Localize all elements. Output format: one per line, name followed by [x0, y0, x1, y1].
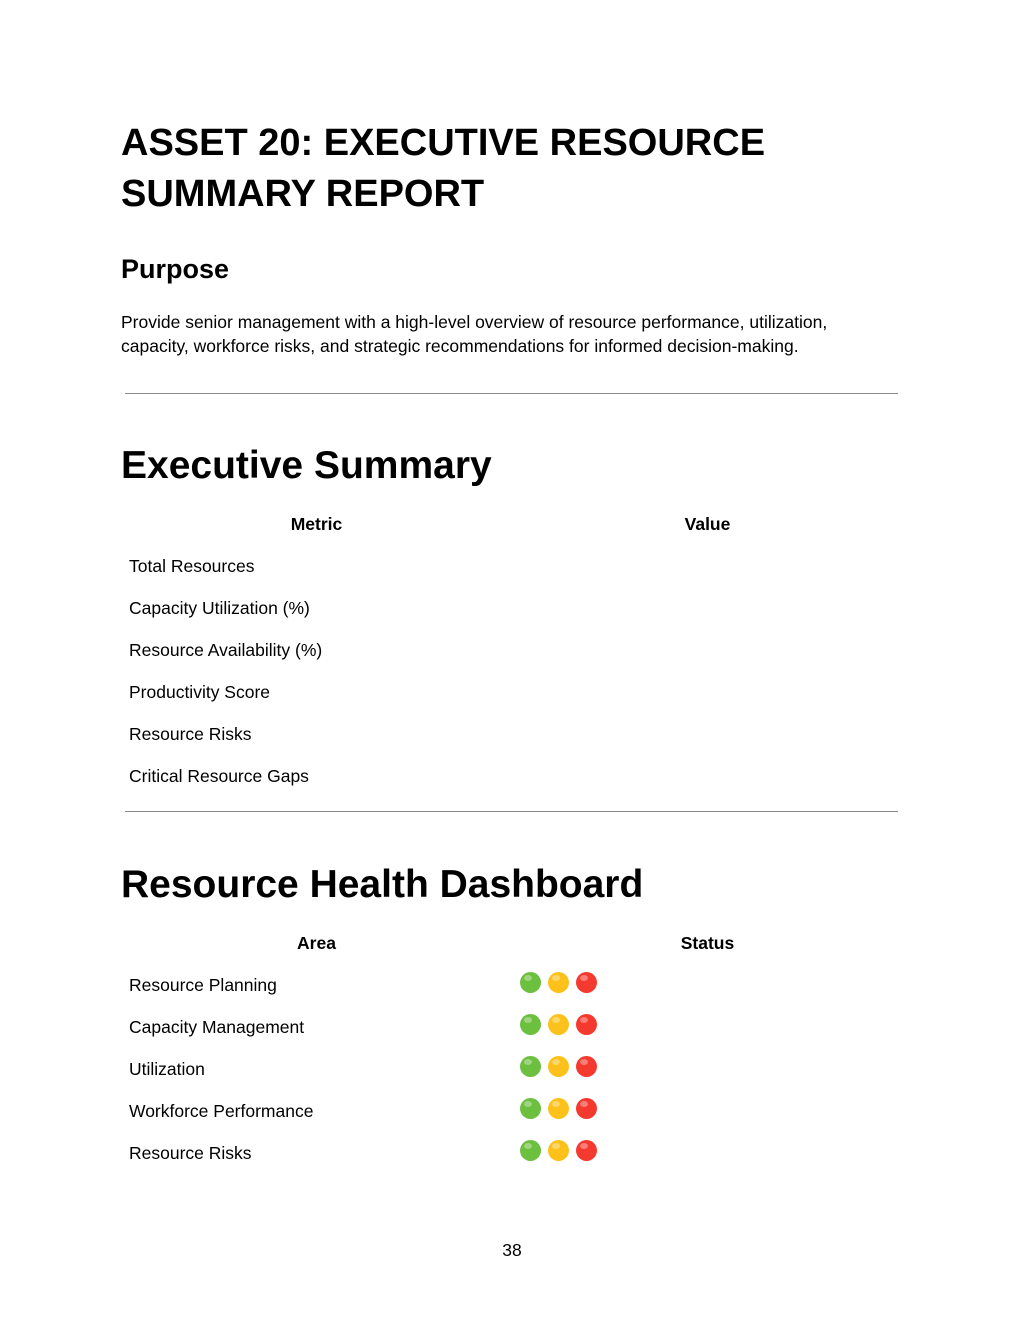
metric-cell: Capacity Utilization (%) [129, 597, 310, 618]
metric-cell: Productivity Score [129, 681, 271, 702]
table-row [121, 1090, 903, 1132]
status-cell [512, 1132, 903, 1174]
area-cell: Resource Planning [129, 974, 277, 995]
yellow-circle-icon [548, 972, 569, 993]
area-cell: Capacity Management [129, 1016, 305, 1037]
value-cell [512, 671, 903, 713]
table-row [121, 1048, 903, 1090]
executive-summary-heading: Executive Summary [121, 444, 492, 487]
area-cell: Utilization [129, 1058, 205, 1079]
status-indicators [520, 972, 597, 993]
metric-cell: Resource Risks [129, 723, 252, 744]
purpose-heading: Purpose [121, 254, 230, 284]
metric-cell: Total Resources [129, 555, 255, 576]
table-row [121, 671, 903, 713]
status-indicators [520, 1056, 597, 1077]
resource-health-dashboard-heading: Resource Health Dashboard [121, 863, 644, 906]
status-cell [512, 1048, 903, 1090]
metric-cell: Critical Resource Gaps [129, 765, 309, 786]
red-circle-icon [576, 972, 597, 993]
value-cell [512, 713, 903, 755]
red-circle-icon [576, 1056, 597, 1077]
table-header-row [121, 922, 903, 964]
red-circle-icon [576, 1098, 597, 1119]
yellow-circle-icon [548, 1098, 569, 1119]
divider [125, 393, 898, 394]
status-cell [512, 1090, 903, 1132]
area-cell: Resource Risks [129, 1142, 252, 1163]
green-circle-icon [520, 1014, 541, 1035]
table-row [121, 964, 903, 1006]
yellow-circle-icon [548, 1056, 569, 1077]
executive-summary-table [121, 503, 903, 797]
table-row [121, 1006, 903, 1048]
status-indicators [520, 1098, 597, 1119]
red-circle-icon [576, 1140, 597, 1161]
column-header-value: Value [684, 513, 731, 534]
table-row [121, 629, 903, 671]
status-indicators [520, 1140, 597, 1161]
column-header-area: Area [297, 932, 336, 953]
green-circle-icon [520, 972, 541, 993]
document-title: ASSET 20: EXECUTIVE RESOURCE SUMMARY REPORT [121, 122, 766, 215]
table-row [121, 713, 903, 755]
table-row [121, 755, 903, 797]
value-cell [512, 587, 903, 629]
divider [125, 811, 898, 812]
metric-cell: Resource Availability (%) [129, 639, 323, 660]
table-row [121, 545, 903, 587]
status-cell [512, 1006, 903, 1048]
yellow-circle-icon [548, 1014, 569, 1035]
purpose-text: Provide senior management with a high-level overview of resource performance, utilization, capacity, workforce risks, and strategic recommendations for informed decision-making. [121, 312, 828, 356]
area-cell: Workforce Performance [129, 1100, 314, 1121]
page-number: 38 [502, 1240, 522, 1260]
resource-health-table [121, 922, 903, 1174]
table-header-row [121, 503, 903, 545]
green-circle-icon [520, 1098, 541, 1119]
status-indicators [520, 1014, 597, 1035]
value-cell [512, 629, 903, 671]
table-row [121, 1132, 903, 1174]
table-row [121, 587, 903, 629]
column-header-status: Status [680, 932, 735, 953]
column-header-metric: Metric [290, 513, 343, 534]
value-cell [512, 755, 903, 797]
status-cell [512, 964, 903, 1006]
green-circle-icon [520, 1140, 541, 1161]
yellow-circle-icon [548, 1140, 569, 1161]
green-circle-icon [520, 1056, 541, 1077]
value-cell [512, 545, 903, 587]
red-circle-icon [576, 1014, 597, 1035]
